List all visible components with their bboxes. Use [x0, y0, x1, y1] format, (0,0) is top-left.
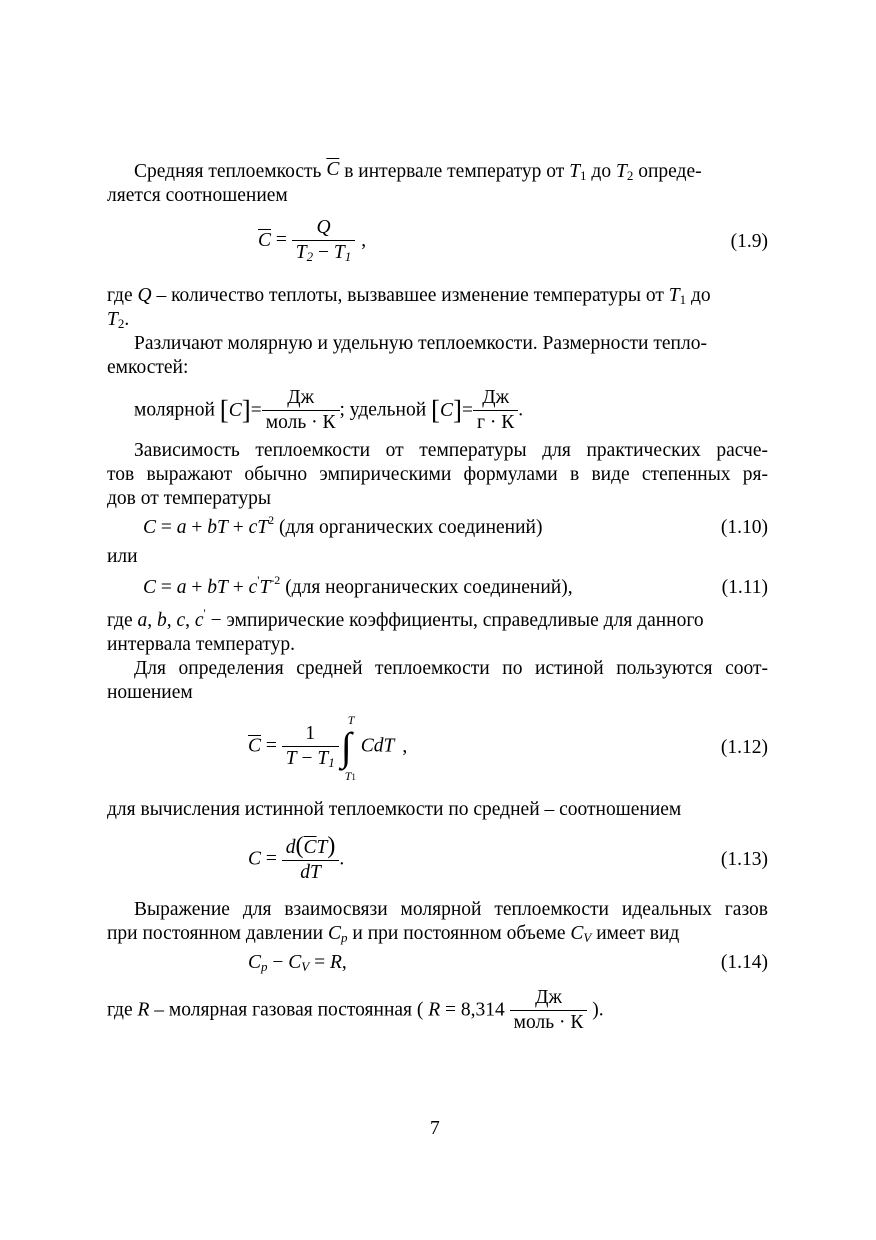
paragraph-1-line-2: ляется соотношением [107, 185, 288, 206]
paragraph-3-line-1: Различают молярную и удельную теплоемкости. Размерности тепло- [134, 333, 707, 354]
or-word: или [107, 546, 138, 567]
equation-1-12: $\overline{C}$ = $\frac{1}{T - T_1}$ T ∫ T1 CdT , [248, 712, 408, 783]
paragraph-6-line-1: Для определения средней теплоемкости по истиной пользуются соот- [134, 658, 768, 679]
specific-unit-fraction: $\frac{Дж}{г \cdot К}$ [473, 386, 518, 435]
paragraph-6-line-2: ношением [107, 682, 193, 703]
paragraph-5-line-1: где a, b, c, c' − эмпирические коэффициенты, справедливые для данного [107, 606, 704, 631]
paragraph-3-line-2: емкостей: [107, 357, 189, 378]
paragraph-8-line-1: Выражение для взаимосвязи молярной теплоемкости идеальных газов [134, 899, 768, 920]
paragraph-2-line-2: $T_2$. [107, 309, 130, 331]
equation-number-1-14: (1.14) [720, 952, 768, 973]
equation-number-1-11: (1.11) [721, 577, 768, 598]
paragraph-1-line-1: Средняя теплоемкость $\overline{C}$ в интервале температур от $T_1$ до $T_2$ опреде- [134, 159, 702, 183]
equation-1-13: C = $\frac{d(\overline{C}T)}{dT}$ . [248, 833, 345, 883]
paragraph-8-line-2: при постоянном давлении $C_p$ и при постоянном объеме $C_V$ имеет вид [107, 923, 680, 945]
integral-sign: T ∫ T1 [340, 712, 356, 783]
equation-1-10: C = a + bT + $cT^2$ (для органических соединений) [143, 513, 543, 538]
equation-1-14: $C_p - C_V = R$, [248, 952, 347, 974]
units-line: молярной [C]= $\frac{Дж}{\text{моль · К}}$ ; удельной [C]= $\frac{Дж}{г \cdot К}$ . [134, 387, 524, 433]
paragraph-4-line-3: дов от температуры [107, 488, 272, 509]
paragraph-5-line-2: интервала температур. [107, 634, 295, 655]
paragraph-2-line-1: где Q – количество теплоты, вызвавшее изменение температуры от $T_1$ до [107, 285, 711, 307]
molar-unit-fraction: $\frac{Дж}{\text{моль · К}}$ [262, 386, 340, 435]
paragraph-9: где R – молярная газовая постоянная ( R = 8,314 $\frac{Дж}{\text{моль · К}}$ ). [107, 987, 604, 1033]
equation-number-1-12: (1.12) [720, 737, 768, 758]
paragraph-4-line-1: Зависимость теплоемкости от температуры для практических расче- [134, 440, 768, 461]
c-bar: $\overline{C}$ [258, 229, 272, 251]
equation-number-1-9: (1.9) [730, 231, 768, 252]
paragraph-7: для вычисления истинной теплоемкости по средней – соотношением [107, 799, 682, 820]
equation-1-11: C = a + bT + $c'T^{-2}$ (для неорганических соединений), [143, 573, 573, 598]
equation-number-1-10: (1.10) [720, 517, 768, 538]
page-number: 7 [430, 1118, 440, 1139]
paragraph-4-line-2: тов выражают обычно эмпирическими формулами в виде степенных ря- [107, 464, 768, 485]
equation-number-1-13: (1.13) [720, 849, 768, 870]
equation-1-9: $\overline{C}$ = $\frac{Q}{T_2 - T_1}$ , [258, 217, 367, 264]
gas-constant-unit: $\frac{Дж}{\text{моль · К}}$ [510, 986, 588, 1035]
